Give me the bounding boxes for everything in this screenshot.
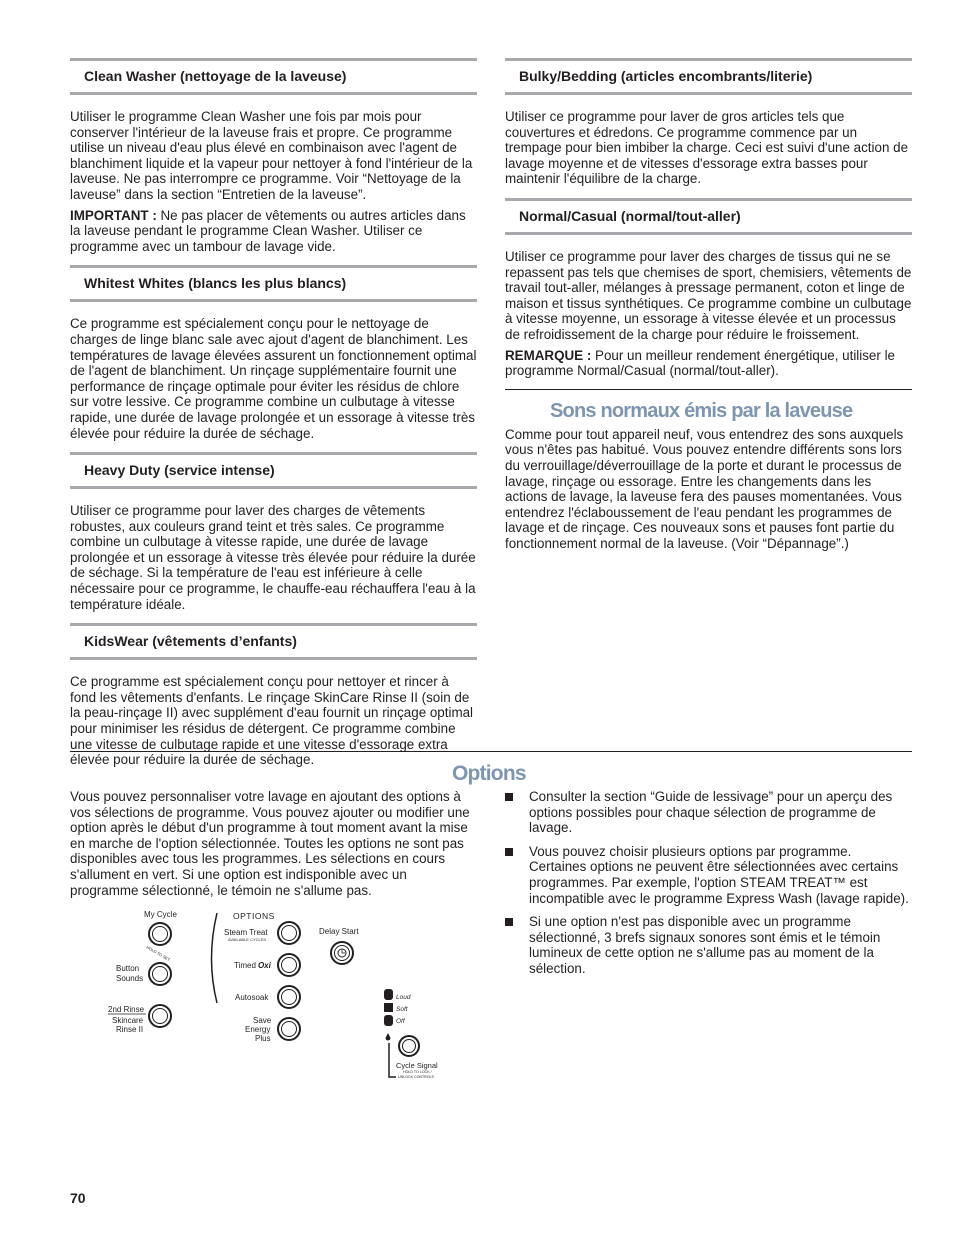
- cycle-signal-bracket: [389, 1043, 396, 1077]
- divider: [505, 389, 912, 390]
- section-whitest-whites: [70, 265, 477, 441]
- list-item: [505, 789, 912, 836]
- section-clean-washer: [70, 58, 477, 254]
- bullet-square-icon: [505, 918, 513, 926]
- page-number: 70: [70, 1190, 86, 1206]
- section-heading: Normal/Casual (normal/tout-aller): [505, 198, 912, 235]
- loud-label: Loud: [396, 994, 411, 1001]
- button-sounds-label-1: Button: [116, 964, 140, 973]
- steam-treat-label: Steam Treat: [224, 928, 268, 937]
- control-panel-illustration: [100, 905, 450, 1085]
- right-column: [505, 58, 912, 551]
- section-body: Utiliser ce programme pour laver des charges de vêtements robustes, aux couleurs grand teint et très sales. Ce programme combine un culbutage à vitesse rapide, une durée de lavage prolongée et un essorage à vitesse très élevée pour réduire la durée de séchage. Si la température de l'eau est inférieure à celle nécessaire pour ce programme, le chauffe-eau réchauffera l'eau à la température idéale.: [70, 503, 476, 612]
- list-item-text: Vous pouvez choisir plusieurs options par programme. Certaines options ne peuvent être sélectionnées avec certains programmes. Par exemple, l'option STEAM TREAT™ est incompatible avec le programme Express Wash (lavage rapide).: [529, 843, 909, 906]
- section-note: [505, 348, 912, 379]
- list-item: [505, 844, 912, 906]
- off-indicator: [384, 1015, 393, 1026]
- off-label: Off: [396, 1018, 405, 1025]
- section-normal-casual: [505, 198, 912, 379]
- note-label: REMARQUE :: [505, 347, 592, 363]
- section-note: [70, 208, 477, 255]
- section-body: Ce programme est spécialement conçu pour nettoyer et rincer à fond les vêtements d'enfants. Le rinçage SkinCare Rinse II (soin de la peau-rinçage II) avec supplément d'eau fournit un rinçage optimal pour minimiser les résidus de détergent. Ce programme combine une vitesse de culbutage rapide et une vitesse d'essorage extra élevée pour réduire la durée de séchage.: [70, 674, 474, 768]
- sounds-title: Sons normaux émis par la laveuse: [550, 399, 853, 422]
- hold-to-set-label: HOLD TO SET: [145, 944, 171, 963]
- section-heading: Heavy Duty (service intense): [70, 452, 477, 489]
- soft-label: Soft: [396, 1006, 408, 1013]
- section-heavy-duty: [70, 452, 477, 612]
- section-body: Ce programme est spécialement conçu pour le nettoyage de charges de linge blanc sale avec ajout d'agent de blanchiment. Les températures de lavage élevées assurent un fonctionnement optimal de l'agent de blanchiment. Un rinçage supplémentaire fournit une performance de rinçage optimale pour éviter les résidus de chlore sur votre lessive. Ce programme combine un culbutage à vitesse rapide, une durée de lavage prolongée et un essorage à vitesse très élevée pour réduire la durée de séchage.: [70, 316, 477, 441]
- options-title: Options: [452, 762, 526, 785]
- save-energy-label-2: Energy: [245, 1025, 271, 1034]
- timed-oxi-label: Timed Oxi: [234, 961, 271, 970]
- section-body: Utiliser ce programme pour laver des charges de tissus qui ne se repassent pas tels que chemises de sport, chemisiers, vêtements de travail tout-aller, mélanges à pressage permanent, coton et linge de maison et tissus synthétiques. Ce programme combine un culbutage à vitesse moyenne, un essorage à vitesse élevée et un processus de refroidissement de la charge pour réduire le froissement.: [505, 248, 912, 342]
- available-cycles-label: AVAILABLE CYCLES: [228, 937, 267, 942]
- bullet-square-icon: [505, 793, 513, 801]
- button-sounds-label-2: Sounds: [116, 974, 144, 983]
- save-energy-label-3: Plus: [255, 1034, 271, 1043]
- my-cycle-label: My Cycle: [144, 910, 177, 919]
- list-item: [505, 914, 912, 976]
- bullet-square-icon: [505, 848, 513, 856]
- note-text: Ne pas placer de vêtements ou autres articles dans la laveuse pendant le programme Clean Washer. Utiliser ce programme avec un tambour de lavage vide.: [70, 207, 466, 254]
- options-bracket: [212, 913, 218, 1003]
- section-body: Utiliser le programme Clean Washer une fois par mois pour conserver l'intérieur de la laveuse frais et propre. Ce programme utilise un niveau d'eau plus élevé en combinaison avec l'agent de blanchiment liquide et la vapeur pour nettoyer à fond l'intérieur de la laveuse. Ne pas interrompre ce programme. Voir “Nettoyage de la laveuse” dans la section “Entretien de la laveuse”.: [70, 109, 473, 202]
- note-text: Pour un meilleur rendement énergétique, utiliser le programme Normal/Casual (normal/tout-aller).: [505, 347, 895, 379]
- divider: [70, 751, 912, 752]
- options-bullet-list: [505, 789, 912, 985]
- section-heading: KidsWear (vêtements d’enfants): [70, 623, 477, 660]
- section-heading: Clean Washer (nettoyage de la laveuse): [70, 58, 477, 95]
- cycle-signal-label: Cycle Signal: [396, 1061, 438, 1070]
- section-heading: Whitest Whites (blancs les plus blancs): [70, 265, 477, 302]
- section-bulky-bedding: [505, 58, 912, 187]
- sounds-body: Comme pour tout appareil neuf, vous entendrez des sons auxquels vous n'êtes pas habitué. Vous pouvez entendre différents sons lors du verrouillage/déverrouillage de la porte et durant le processus de lavage, rinçage ou essorage. Entre les changements dans les actions de lavage, la laveuse fera des pauses momentanées. Vous entendrez l'éclaboussement de l'eau pendant les programmes de lavage et de rinçage. Ces nouveaux sons et pauses font partie du fonctionnement normal de la laveuse. (Voir “Dépannage”.): [505, 426, 904, 551]
- save-energy-label-1: Save: [253, 1016, 272, 1025]
- autosoak-label: Autosoak: [235, 993, 269, 1002]
- list-item-text: Si une option n'est pas disponible avec un programme sélectionné, 3 brefs signaux sonores sont émis et le témoin lumineux de cette option ne s'allume pas au moment de la sélection.: [529, 914, 881, 976]
- soft-indicator: [384, 1003, 393, 1012]
- options-intro: Vous pouvez personnaliser votre lavage en ajoutant des options à vos sélections de programme. Vous pouvez ajouter ou modifier une option après le début d'un programme à tout moment avant la mise en marche de l'option sélectionnée. Toutes les options ne sont pas disponibles avec tous les programmes. Les sélections en cours s'allument en vert. Si une option est indisponible avec un programme sélectionné, le témoin ne s'allume pas.: [70, 789, 470, 898]
- rinse-ii-label: Rinse II: [116, 1025, 144, 1034]
- note-label: IMPORTANT :: [70, 207, 157, 223]
- skincare-label: Skincare: [112, 1016, 144, 1025]
- lock-indicator-icon: [386, 1033, 391, 1041]
- list-item-text: Consulter la section “Guide de lessivage” pour un aperçu des options possibles pour chaque sélection de programme de lavage.: [529, 789, 893, 836]
- hold-to-lock-label-2: UNLOCK CONTROLS: [398, 1075, 434, 1079]
- delay-start-label: Delay Start: [319, 927, 359, 936]
- options-panel-label: OPTIONS: [233, 911, 275, 921]
- section-heading: Bulky/Bedding (articles encombrants/literie): [505, 58, 912, 95]
- loud-indicator: [384, 989, 393, 1000]
- section-body: Utiliser ce programme pour laver de gros articles tels que couvertures et édredons. Ce programme commence par un trempage pour bien imbiber la charge. Ceci est suivi d'une action de lavage moyenne et de vitesses d'essorage extra basses pour maintenir l'équilibre de la charge.: [505, 109, 909, 187]
- second-rinse-label: 2nd Rinse: [108, 1005, 145, 1014]
- left-column: [70, 58, 477, 768]
- hold-to-lock-label-1: HOLD TO LOCK /: [403, 1070, 432, 1074]
- section-kidswear: [70, 623, 477, 768]
